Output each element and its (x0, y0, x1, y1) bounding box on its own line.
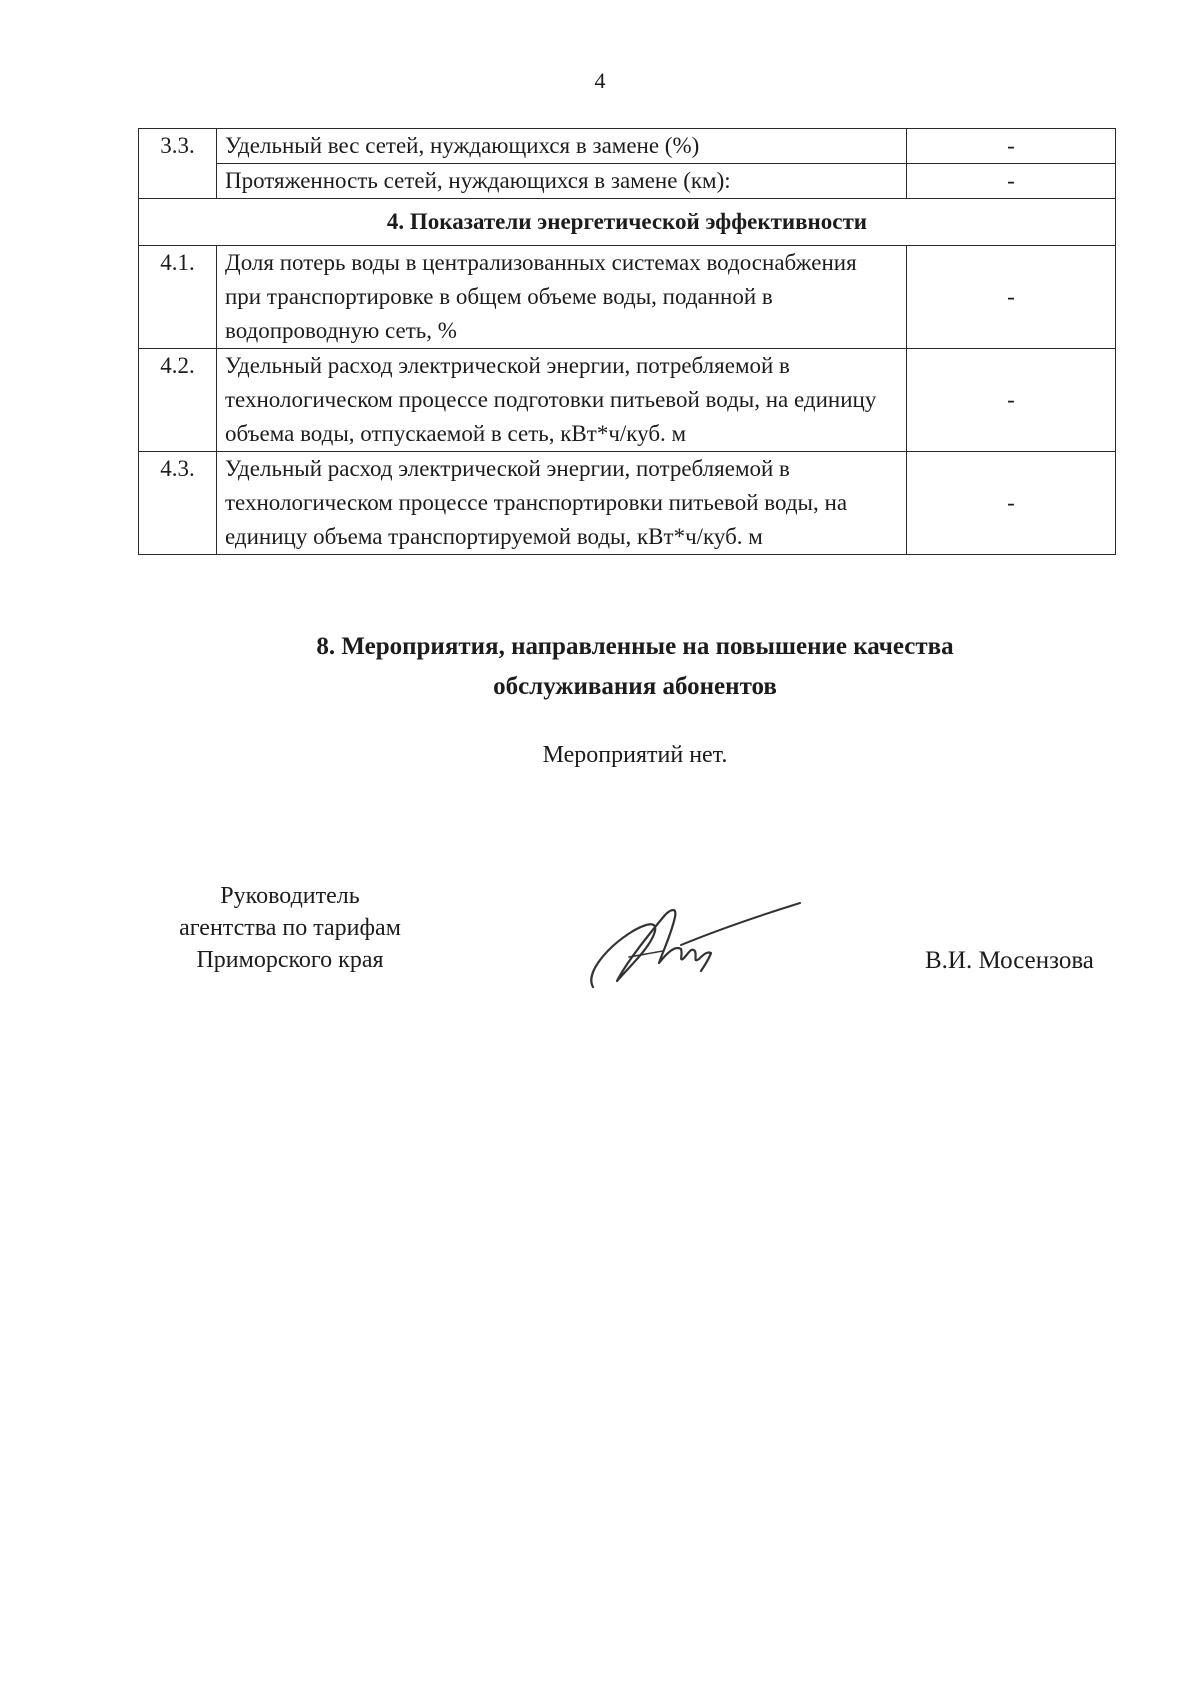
row-description: Удельный вес сетей, нуждающихся в замене (%) (217, 129, 907, 164)
heading-line: обслуживания абонентов (493, 673, 777, 700)
row-value: - (907, 164, 1116, 199)
no-measures-text: Мероприятий нет. (542, 742, 728, 768)
signer-title-line: Руководитель (220, 883, 360, 909)
table-row (139, 164, 1116, 199)
signer-name: В.И. Мосензова (925, 947, 1094, 974)
table-row (139, 349, 1116, 452)
signer-title-line: агентства по тарифам (179, 915, 401, 941)
section-8-heading (0, 627, 1200, 707)
table-row (139, 246, 1116, 349)
row-description: Протяженность сетей, нуждающихся в замене (км): (217, 164, 907, 199)
row-description: Удельный расход электрической энергии, потребляемой в технологическом процессе подготовки питьевой воды, на единицу объема воды, отпускаемой в сеть, кВт*ч/куб. м (217, 349, 907, 452)
row-description: Доля потерь воды в централизованных системах водоснабжения при транспортировке в общем объеме воды, поданной в водопроводную сеть, % (217, 246, 907, 349)
row-number: 3.3. (139, 129, 217, 164)
row-number (139, 164, 217, 199)
page-number: 4 (594, 68, 606, 93)
handwritten-signature (585, 895, 805, 995)
signer-title (140, 880, 440, 976)
table-row (139, 452, 1116, 555)
row-description: Удельный расход электрической энергии, потребляемой в технологическом процессе транспортировки питьевой воды, на единицу объема транспортируемой воды, кВт*ч/куб. м (217, 452, 907, 555)
indicators-table (138, 128, 1116, 555)
row-value: - (907, 349, 1116, 452)
row-number: 4.2. (139, 349, 217, 452)
section-4-header: 4. Показатели энергетической эффективности (139, 199, 1116, 246)
signer-title-line: Приморского края (196, 947, 384, 973)
heading-line: 8. Мероприятия, направленные на повышение качества (316, 633, 954, 660)
row-number: 4.1. (139, 246, 217, 349)
row-value: - (907, 246, 1116, 349)
table-row (139, 129, 1116, 164)
row-value: - (907, 129, 1116, 164)
table-section-row (139, 199, 1116, 246)
row-number: 4.3. (139, 452, 217, 555)
row-value: - (907, 452, 1116, 555)
